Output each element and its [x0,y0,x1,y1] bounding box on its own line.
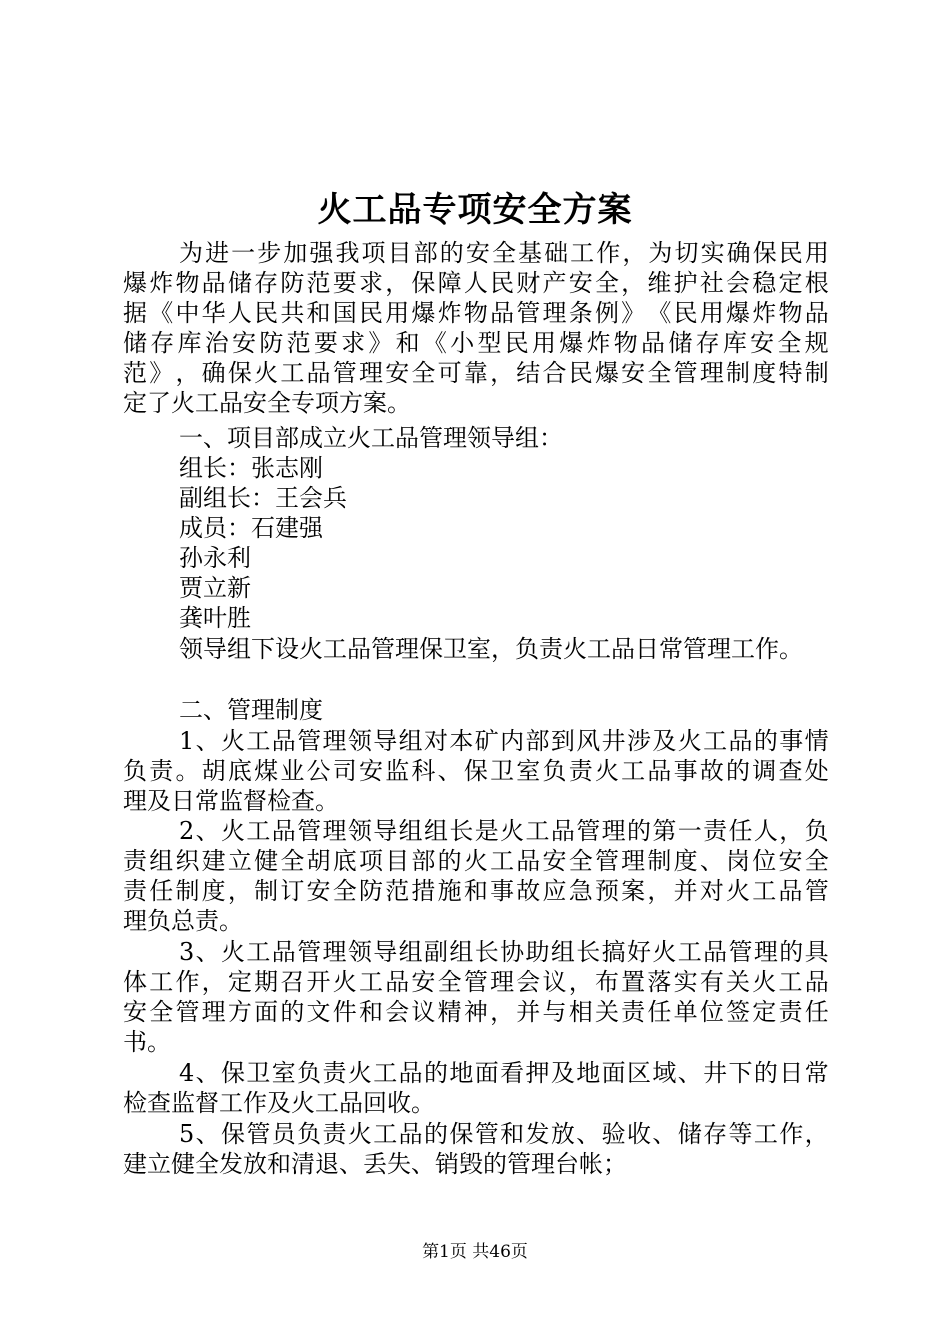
text-line: 为 进 一 步 加 强 我 项 目 部 的 安 全 基 础 工 作 ， 为 切 实 确 保 民 用 [179,239,829,267]
text-line: 定了火工品安全专项方案。 [123,389,411,417]
text-line: 成员：石建强 [179,514,323,542]
text-line: 副组长：王会兵 [179,484,347,512]
text-line: 责 任 制 度 ， 制 订 安 全 防 范 措 施 和 事 故 应 急 预 案 ， 并 对 火 工 品 管 [123,877,829,905]
text-line: 领导组下设火工品管理保卫室，负责火工品日常管理工作。 [179,635,803,663]
text-line: 爆 炸 物 品 储 存 防 范 要 求 ， 保 障 人 民 财 产 安 全 ， 维 护 社 会 稳 定 根 [123,269,829,297]
text-line: 1 、 火 工 品 管 理 领 导 组 对 本 矿 内 部 到 风 井 涉 及 火 工 品 的 事 情 [179,727,829,755]
text-line: 龚叶胜 [179,604,251,632]
text-line: 体 工 作 ， 定 期 召 开 火 工 品 安 全 管 理 会 议 ， 布 置 落 实 有 关 火 工 品 [123,968,829,996]
text-line: 5 、 保 管 员 负 责 火 工 品 的 保 管 和 发 放 、 验 收 、 储 存 等 工 作 ， [179,1120,829,1148]
text-line: 范 》 ， 确 保 火 工 品 管 理 安 全 可 靠 ， 结 合 民 爆 安 全 管 理 制 度 特 制 [123,359,829,387]
text-line: 4 、 保 卫 室 负 责 火 工 品 的 地 面 看 押 及 地 面 区 域 、 井 下 的 日 常 [179,1059,829,1087]
text-line: 据 《 中 华 人 民 共 和 国 民 用 爆 炸 物 品 管 理 条 例 》 《 民 用 爆 炸 物 品 [123,299,829,327]
text-line: 2 、 火 工 品 管 理 领 导 组 组 长 是 火 工 品 管 理 的 第 一 责 任 人 ， 负 [179,817,829,845]
document-title: 火工品专项安全方案 [317,190,633,230]
text-line: 检查监督工作及火工品回收。 [123,1089,435,1117]
text-line: 3 、 火 工 品 管 理 领 导 组 副 组 长 协 助 组 长 搞 好 火 工 品 管 理 的 具 [179,938,829,966]
text-line: 组长：张志刚 [179,454,323,482]
text-line: 安 全 管 理 方 面 的 文 件 和 会 议 精 神 ， 并 与 相 关 责 任 单 位 签 定 责 任 [123,998,829,1026]
text-line: 责 组 织 建 立 健 全 胡 底 项 目 部 的 火 工 品 安 全 管 理 制 度 、 岗 位 安 全 [123,847,829,875]
text-line: 负 责 。 胡 底 煤 业 公 司 安 监 科 、 保 卫 室 负 责 火 工 品 事 故 的 调 查 处 [123,757,829,785]
text-line: 贾立新 [179,574,251,602]
text-line: 储 存 库 治 安 防 范 要 求 》 和 《 小 型 民 用 爆 炸 物 品 储 存 库 安 全 规 [123,329,829,357]
text-line: 一、项目部成立火工品管理领导组： [179,424,563,452]
text-line: 二、管理制度 [179,696,323,724]
text-line: 建立健全发放和清退、丢失、销毁的管理台帐； [123,1150,627,1178]
text-line: 书。 [123,1028,171,1056]
text-line: 理及日常监督检查。 [123,787,339,815]
page-footer: 第1页 共46页 [422,1242,528,1262]
text-line: 孙永利 [179,544,251,572]
text-line: 理负总责。 [123,907,243,935]
